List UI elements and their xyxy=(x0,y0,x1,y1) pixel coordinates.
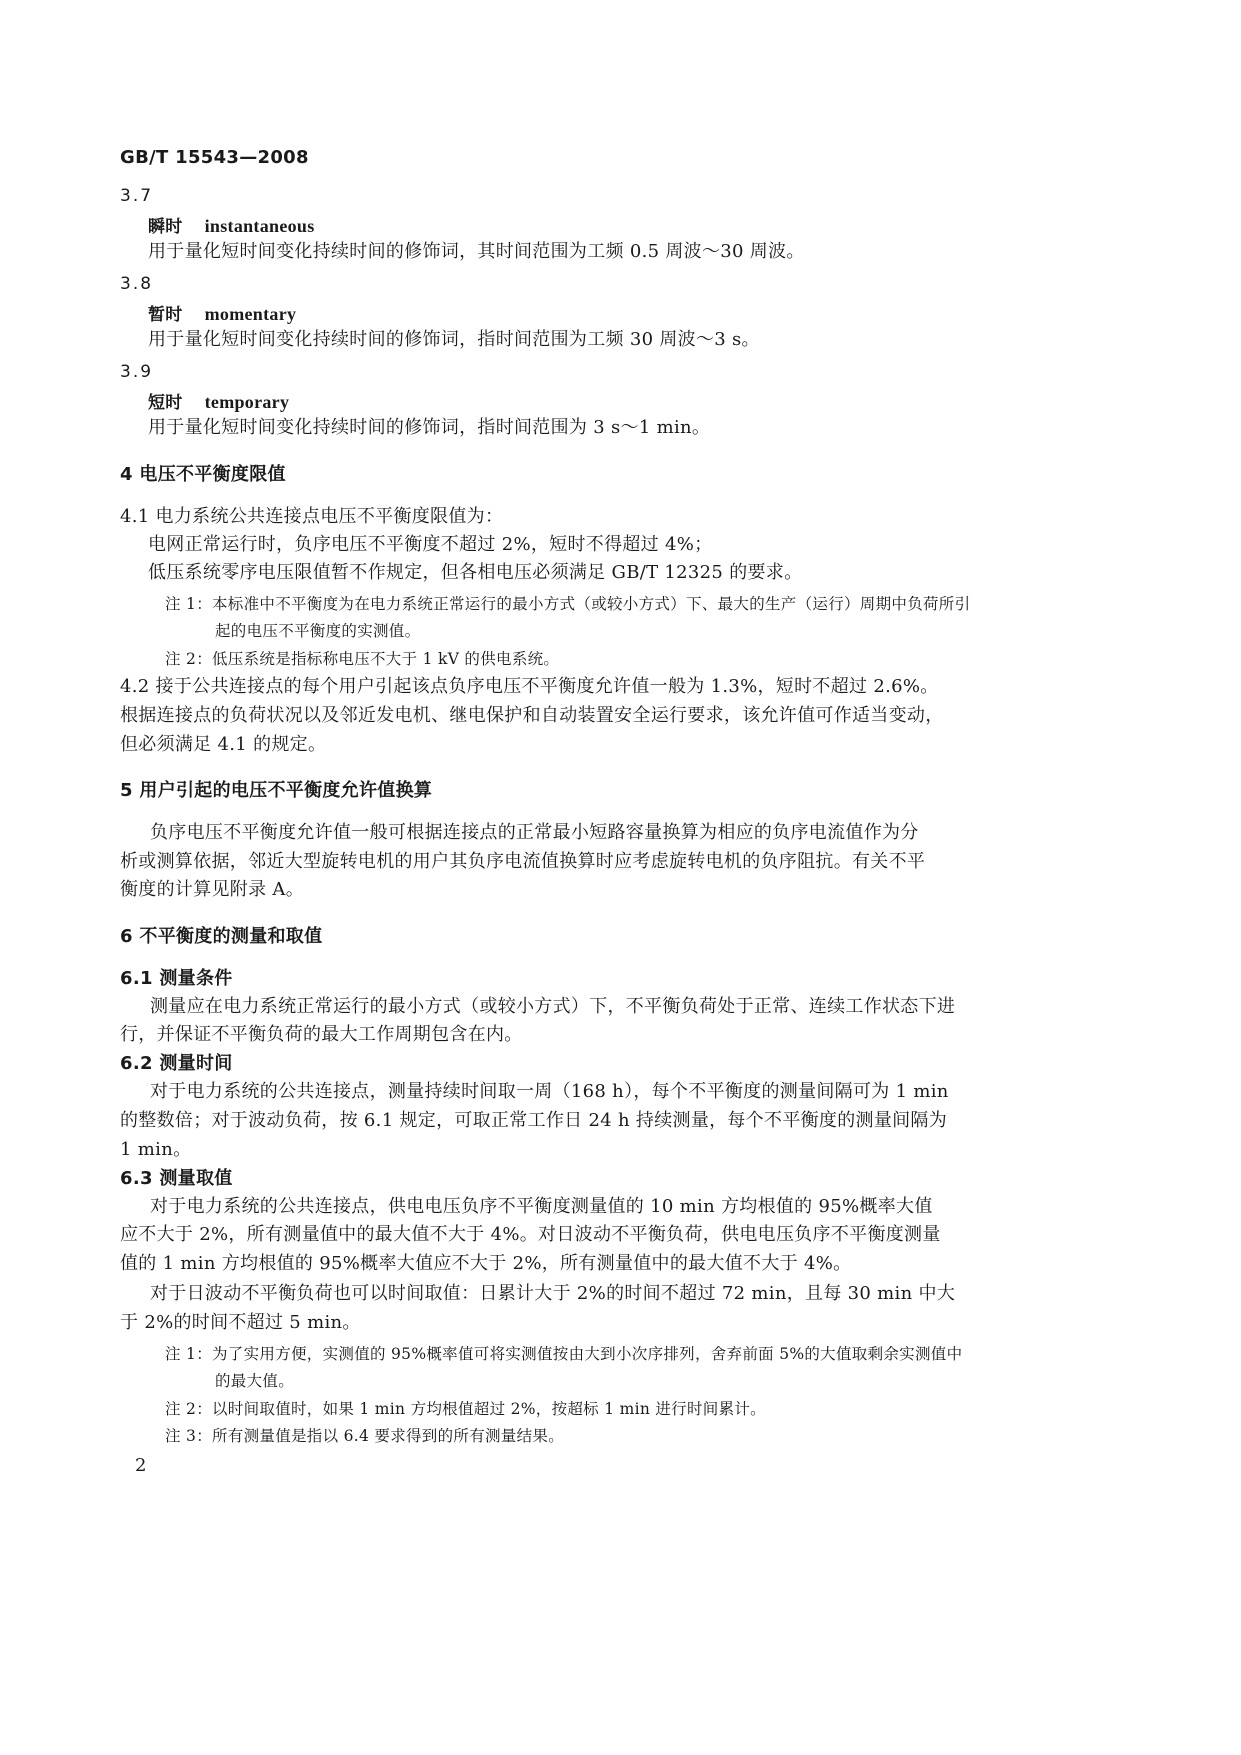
page-number: 2 xyxy=(135,1455,147,1476)
body-text: 对于日波动不平衡负荷也可以时间取值：日累计大于 2%的时间不超过 72 min，且每 30 min 中大 xyxy=(150,1283,956,1304)
body-text: 负序电压不平衡度允许值一般可根据连接点的正常最小短路容量换算为相应的负序电流值作为分 xyxy=(150,822,919,843)
clause-text: 但必须满足 4.1 的规定。 xyxy=(120,734,327,755)
clause-text: 低压系统零序电压限值暂不作规定，但各相电压必须满足 GB/T 12325 的要求。 xyxy=(148,562,803,583)
term-zh: 暂时 xyxy=(148,305,183,325)
note-text: 注 3：所有测量值是指以 6.4 要求得到的所有测量结果。 xyxy=(165,1427,564,1445)
term-definition: 用于量化短时间变化持续时间的修饰词，指时间范围为工频 30 周波～3 s。 xyxy=(148,329,760,350)
note-text: 注 1：本标准中不平衡度为在电力系统正常运行的最小方式（或较小方式）下、最大的生产（运行）周期中负荷所引 xyxy=(165,595,971,613)
term-title xyxy=(148,214,315,239)
body-text: 衡度的计算见附录 A。 xyxy=(120,879,305,900)
clause-text: 电网正常运行时，负序电压不平衡度不超过 2%，短时不得超过 4%； xyxy=(148,534,713,555)
section-heading: 5 用户引起的电压不平衡度允许值换算 xyxy=(120,780,433,801)
body-text: 析或测算依据，邻近大型旋转电机的用户其负序电流值换算时应考虑旋转电机的负序阻抗。有关不平 xyxy=(120,851,926,872)
note-text: 注 2：低压系统是指标称电压不大于 1 kV 的供电系统。 xyxy=(165,650,560,668)
clause-text: 4.2 接于公共连接点的每个用户引起该点负序电压不平衡度允许值一般为 1.3%，短时不超过 2.6%。 xyxy=(120,676,939,697)
body-text: 对于电力系统的公共连接点，供电电压负序不平衡度测量值的 10 min 方均根值的 95%概率大值 xyxy=(150,1196,933,1217)
body-text: 应不大于 2%，所有测量值中的最大值不大于 4%。对日波动不平衡负荷，供电电压负序不平衡度测量 xyxy=(120,1224,941,1245)
term-title xyxy=(148,302,296,327)
standard-code-header: GB/T 15543—2008 xyxy=(120,147,309,168)
term-definition: 用于量化短时间变化持续时间的修饰词，指时间范围为 3 s～1 min。 xyxy=(148,417,711,438)
note-text: 注 1：为了实用方便，实测值的 95%概率值可将实测值按由大到小次序排列，舍弃前面 5%的大值取剩余实测值中 xyxy=(165,1345,963,1363)
body-text: 测量应在电力系统正常运行的最小方式（或较小方式）下，不平衡负荷处于正常、连续工作状态下进 xyxy=(150,996,956,1017)
clause-text: 根据连接点的负荷状况以及邻近发电机、继电保护和自动装置安全运行要求，该允许值可作适当变动， xyxy=(120,705,944,726)
subsection-heading: 6.1 测量条件 xyxy=(120,968,233,989)
body-text: 的整数倍；对于波动负荷，按 6.1 规定，可取正常工作日 24 h 持续测量，每个不平衡度的测量间隔为 xyxy=(120,1110,948,1131)
term-en: instantaneous xyxy=(204,216,315,236)
term-zh: 瞬时 xyxy=(148,217,183,237)
body-text: 于 2%的时间不超过 5 min。 xyxy=(120,1312,361,1333)
body-text: 行，并保证不平衡负荷的最大工作周期包含在内。 xyxy=(120,1024,523,1045)
term-en: momentary xyxy=(204,304,297,324)
term-number: 3.7 xyxy=(120,186,154,206)
section-heading: 4 电压不平衡度限值 xyxy=(120,464,286,485)
section-heading: 6 不平衡度的测量和取值 xyxy=(120,926,323,947)
subsection-heading: 6.3 测量取值 xyxy=(120,1168,233,1189)
term-definition: 用于量化短时间变化持续时间的修饰词，其时间范围为工频 0.5 周波～30 周波。 xyxy=(148,241,805,262)
term-number: 3.8 xyxy=(120,274,154,294)
clause-text: 4.1 电力系统公共连接点电压不平衡度限值为： xyxy=(120,506,504,527)
body-text: 对于电力系统的公共连接点，测量持续时间取一周（168 h），每个不平衡度的测量间隔可为 1 min xyxy=(150,1081,949,1102)
note-text: 注 2：以时间取值时，如果 1 min 方均根值超过 2%，按超标 1 min 进行时间累计。 xyxy=(165,1400,766,1418)
term-title xyxy=(148,390,289,415)
body-text: 值的 1 min 方均根值的 95%概率大值应不大于 2%，所有测量值中的最大值不大于 4%。 xyxy=(120,1253,852,1274)
note-text: 的最大值。 xyxy=(215,1372,295,1390)
term-number: 3.9 xyxy=(120,362,154,382)
term-zh: 短时 xyxy=(148,393,183,413)
body-text: 1 min。 xyxy=(120,1139,192,1160)
note-text: 起的电压不平衡度的实测值。 xyxy=(215,622,421,640)
term-en: temporary xyxy=(204,392,290,412)
subsection-heading: 6.2 测量时间 xyxy=(120,1053,233,1074)
